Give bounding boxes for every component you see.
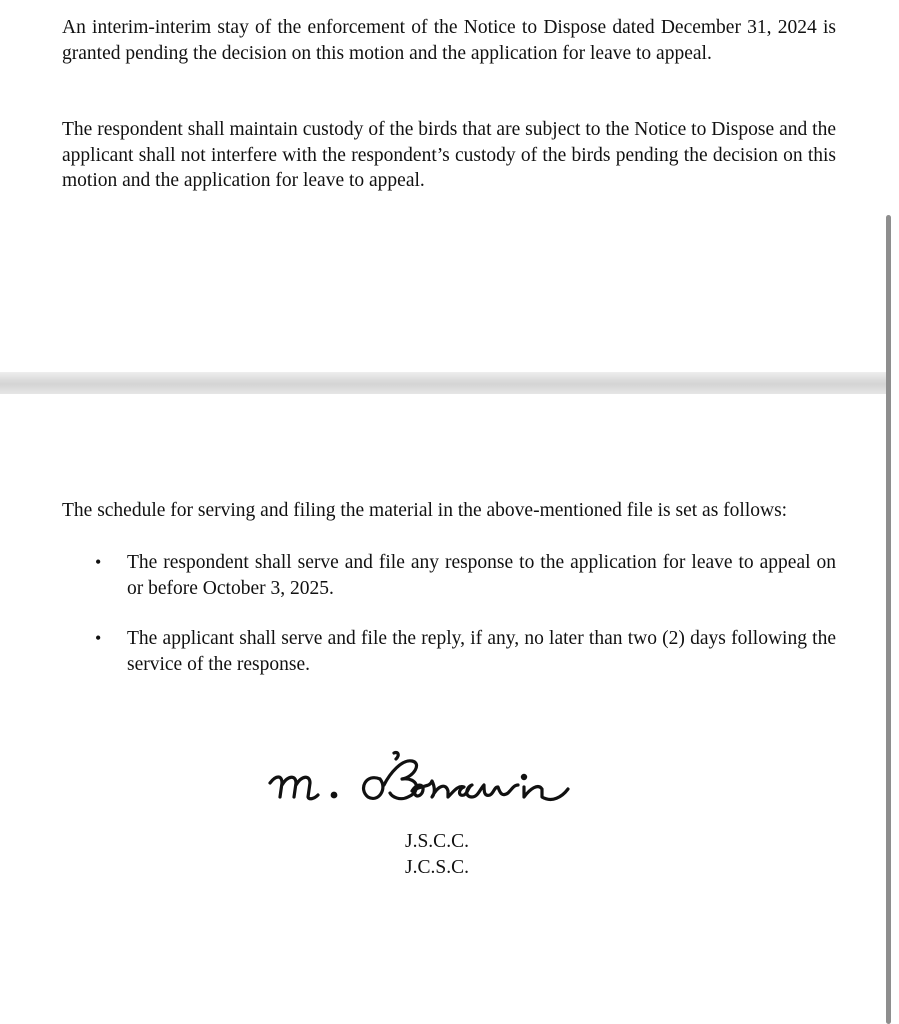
list-item	[62, 626, 836, 677]
page-separator	[0, 372, 899, 394]
scrollbar-thumb[interactable]	[886, 215, 891, 1024]
document-page-bottom	[0, 394, 886, 1024]
custody-paragraph: The respondent shall maintain custody of the birds that are subject to the Notice to Dispose and the applicant shall not interfere with the respondent’s custody of the birds pending the decision on this motion and the application for leave to appeal.	[62, 119, 836, 191]
handwritten-signature	[262, 745, 642, 825]
schedule-list	[62, 550, 836, 702]
judge-title-french: J.C.S.C.	[405, 857, 469, 878]
bullet-icon: •	[95, 628, 102, 648]
stay-paragraph: An interim-interim stay of the enforcement of the Notice to Dispose dated December 31, 2024 is granted pending the decision on this motion and the application for leave to appeal.	[62, 17, 836, 64]
list-item	[62, 550, 836, 601]
document-page-top	[0, 0, 886, 372]
judge-title-english: J.S.C.C.	[405, 831, 469, 852]
list-item-text: The applicant shall serve and file the reply, if any, no later than two (2) days following the service of the response.	[127, 628, 836, 675]
schedule-paragraph: The schedule for serving and filing the material in the above-mentioned file is set as follows:	[62, 500, 788, 521]
bullet-icon: •	[95, 552, 102, 572]
list-item-text: The respondent shall serve and file any response to the application for leave to appeal on or before October 3, 2025.	[127, 552, 836, 599]
